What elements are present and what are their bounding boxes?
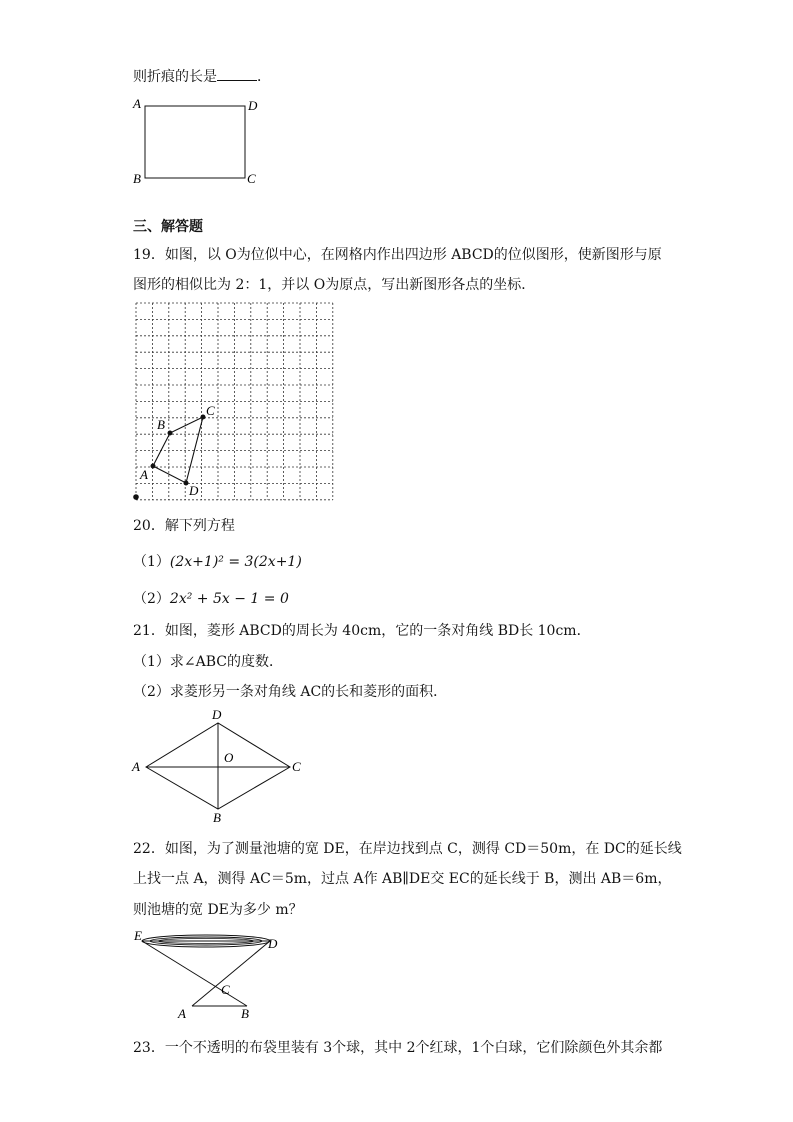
rectangle-abcd bbox=[145, 106, 245, 178]
label-d: D bbox=[189, 483, 199, 498]
section-title: 三、解答题 bbox=[133, 219, 203, 235]
dashed-grid bbox=[136, 303, 333, 500]
q22-line2: 上找一点 A，测得 AC＝5m，过点 A作 AB∥DE交 EC的延长线于 B，测出 AB＝6m， bbox=[133, 871, 672, 887]
point-o bbox=[133, 494, 139, 500]
label-b: B bbox=[241, 1006, 249, 1021]
label-d: D bbox=[248, 98, 258, 113]
q19-line2: 图形的相似比为 2：1，并以 O为原点，写出新图形各点的坐标． bbox=[133, 277, 536, 293]
equation: (2x+1)² = 3(2x+1) bbox=[169, 554, 302, 570]
equation: 2x² + 5x − 1 = 0 bbox=[169, 591, 289, 607]
point-a bbox=[151, 464, 156, 469]
pond-figure bbox=[130, 926, 290, 1026]
label-b: B bbox=[157, 417, 165, 432]
label-a: A bbox=[140, 467, 148, 482]
label-c: C bbox=[247, 171, 256, 186]
label-e: E bbox=[134, 928, 142, 943]
label-b: B bbox=[213, 810, 221, 825]
q22-line3: 则池塘的宽 DE为多少 m？ bbox=[133, 902, 303, 918]
q18-text: 则折痕的长是 bbox=[133, 69, 217, 85]
label-d: D bbox=[268, 936, 278, 951]
label-a: A bbox=[132, 759, 140, 774]
point-c bbox=[201, 415, 206, 420]
q18-period: ． bbox=[257, 69, 271, 85]
label-c: C bbox=[206, 403, 215, 418]
label-b: B bbox=[133, 171, 141, 186]
grid-figure bbox=[130, 297, 345, 507]
label-a: A bbox=[178, 1006, 186, 1021]
label-c: C bbox=[221, 982, 230, 997]
q21-line3: （2）求菱形另一条对角线 AC的长和菱形的面积． bbox=[133, 684, 448, 700]
q21-line2: （1）求∠ABC的度数． bbox=[133, 654, 284, 670]
answer-blank bbox=[217, 68, 257, 81]
q20-title: 20．解下列方程 bbox=[133, 518, 235, 534]
q20-part1 bbox=[133, 551, 302, 571]
q23-line1: 23．一个不透明的布袋里装有 3个球，其中 2个红球，1个白球，它们除颜色外其余都 bbox=[133, 1040, 663, 1056]
part-number: （1） bbox=[133, 554, 170, 570]
q18-line bbox=[133, 66, 271, 86]
q19-line1: 19．如图，以 O为位似中心，在网格内作出四边形 ABCD的位似图形，使新图形与原 bbox=[133, 247, 662, 263]
rectangle-figure bbox=[128, 96, 268, 191]
label-c: C bbox=[292, 759, 301, 774]
label-o: O bbox=[224, 750, 234, 765]
q21-line1: 21．如图，菱形 ABCD的周长为 40cm，它的一条对角线 BD长 10cm． bbox=[133, 623, 591, 639]
part-number: （2） bbox=[133, 591, 170, 607]
point-b bbox=[168, 431, 173, 436]
rhombus-figure bbox=[128, 706, 313, 830]
q22-line1: 22．如图，为了测量池塘的宽 DE，在岸边找到点 C，测得 CD＝50m，在 DC的延长线 bbox=[133, 841, 682, 857]
label-a: A bbox=[133, 96, 141, 111]
label-d: D bbox=[212, 707, 222, 722]
point-d bbox=[184, 481, 189, 486]
q20-part2 bbox=[133, 588, 289, 608]
